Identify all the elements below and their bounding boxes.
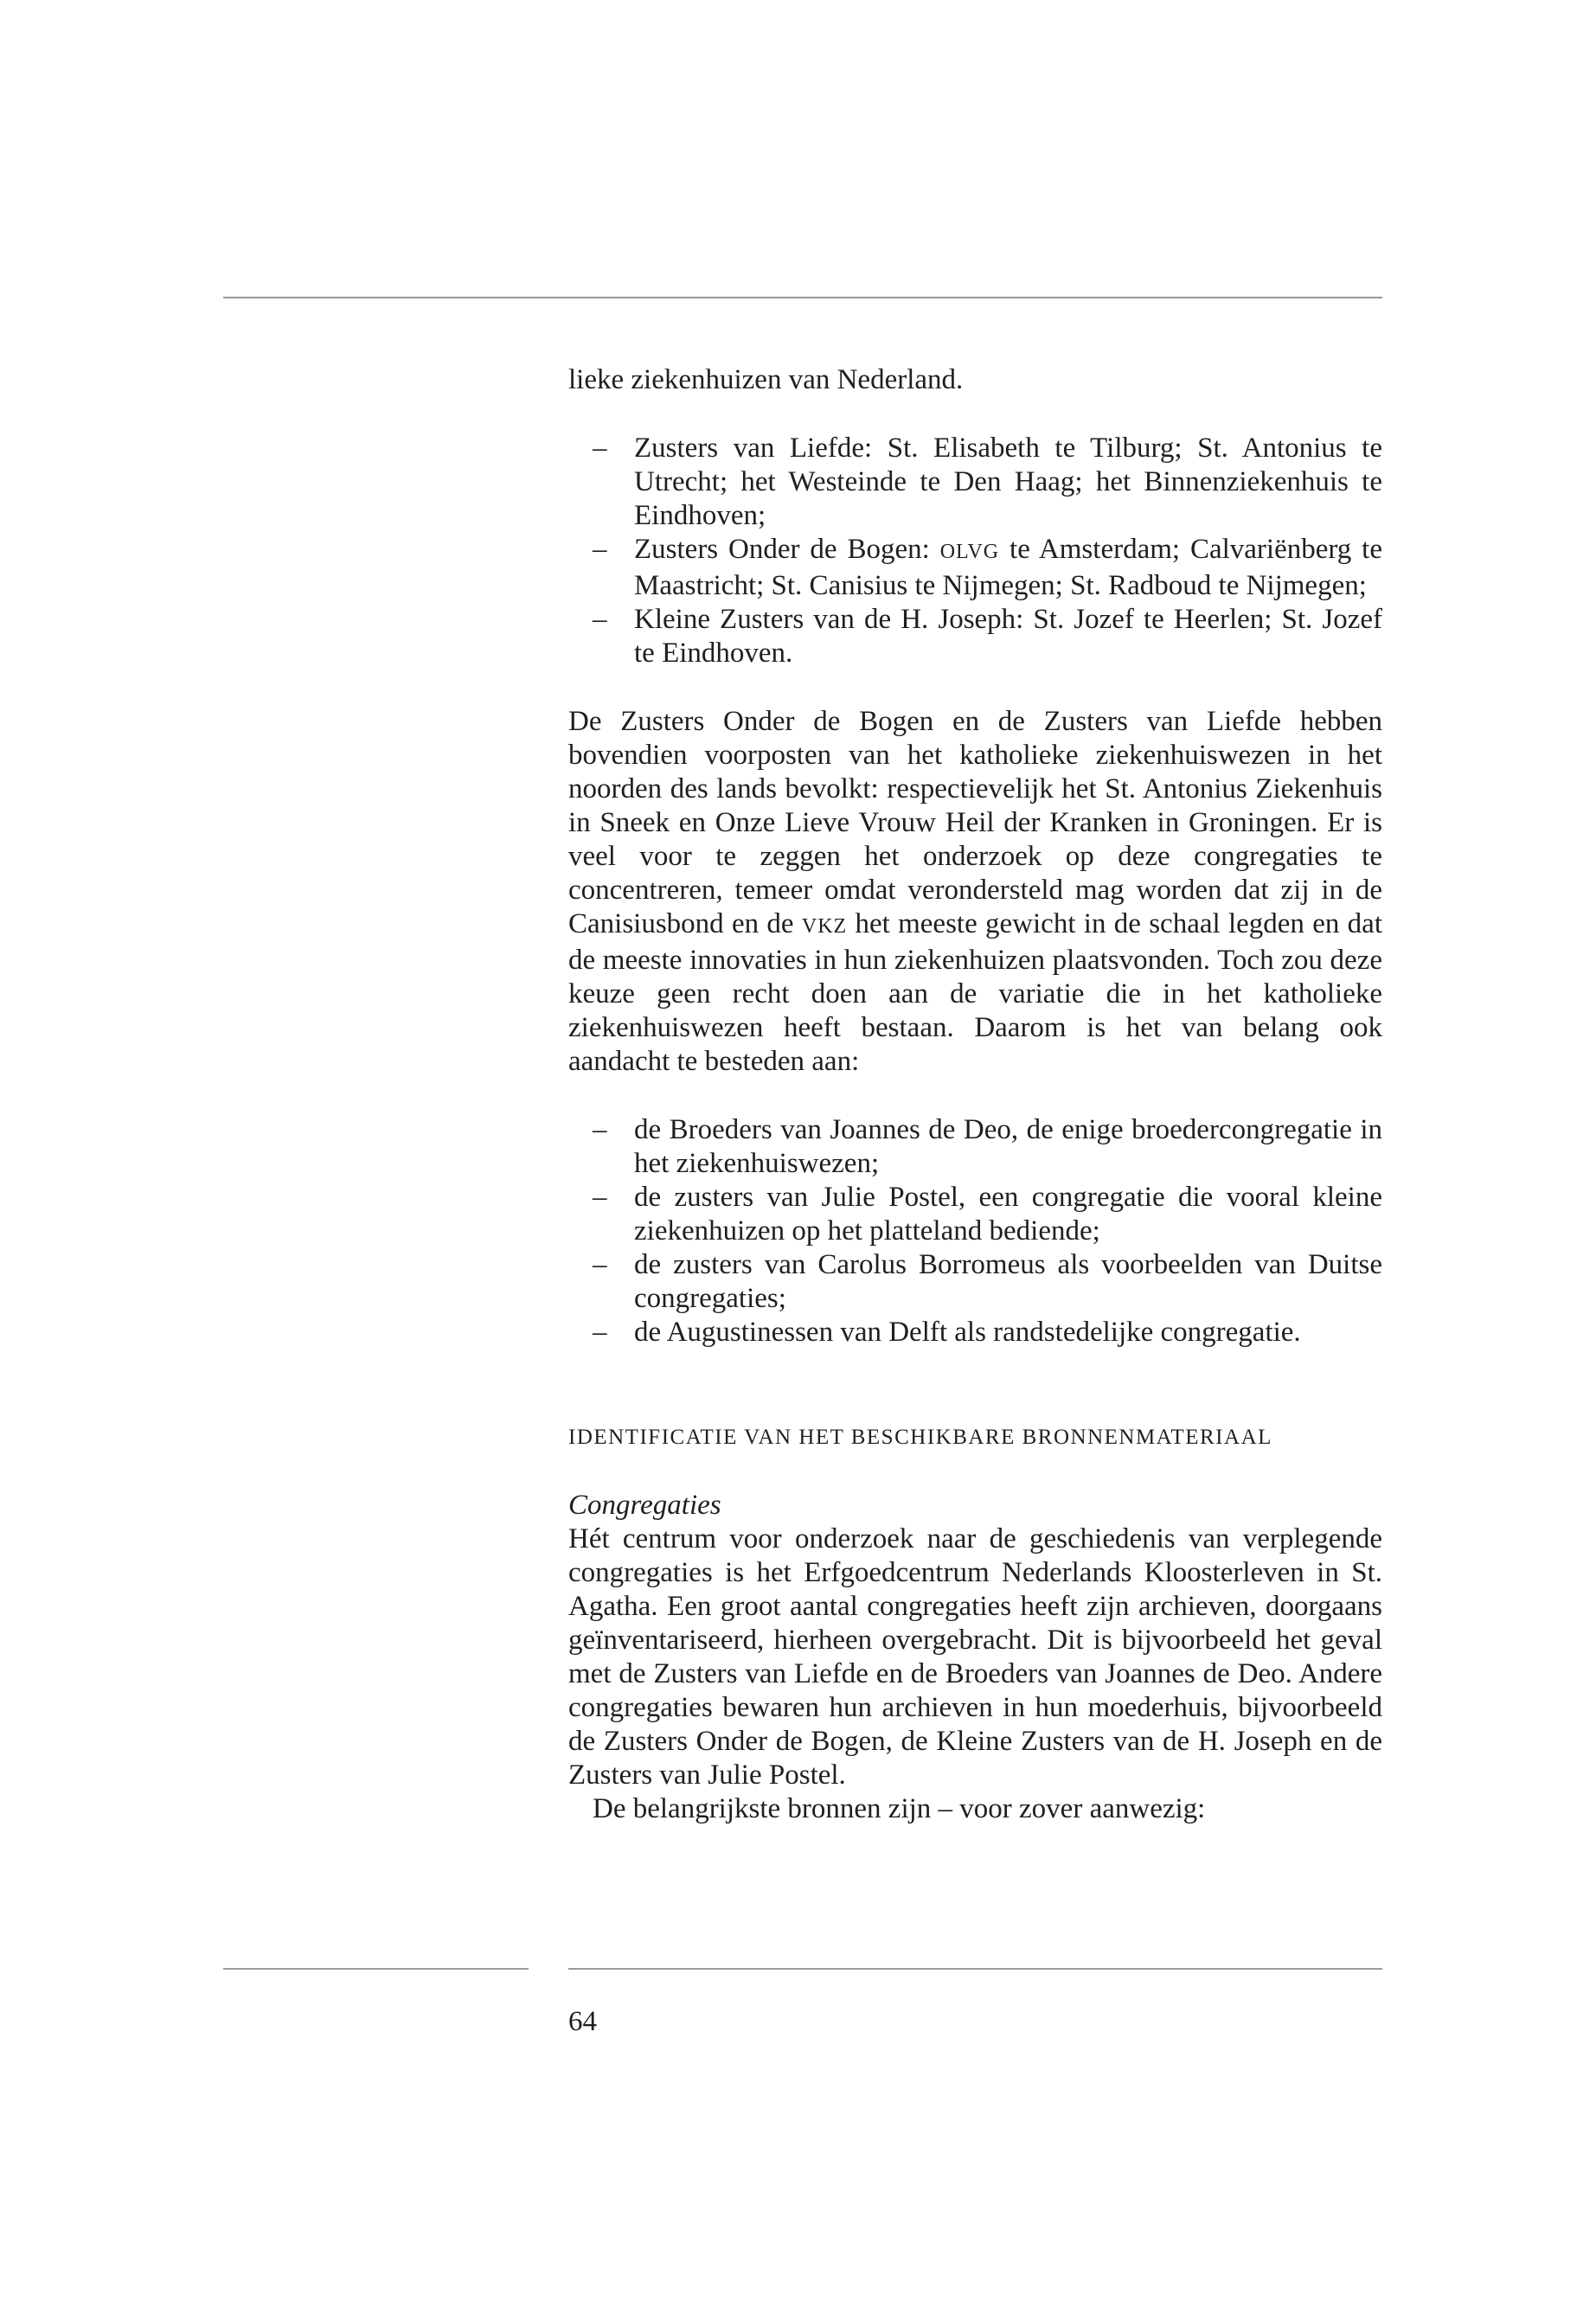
list-item-text: de zusters van Julie Postel, een congregatie die vooral kleine ziekenhuizen op het platteland bediende;	[634, 1182, 1382, 1247]
list-item-text: de zusters van Carolus Borromeus als voorbeelden van Duitse congregaties;	[634, 1249, 1382, 1314]
dash-bullet: –	[593, 1249, 607, 1280]
header-rule	[223, 297, 1382, 298]
list-item-text: Kleine Zusters van de H. Joseph: St. Jozef te Heerlen; St. Jozef te Eindhoven.	[634, 604, 1382, 669]
list-item	[568, 1113, 1382, 1181]
abbreviation-vkz: VKZ	[801, 915, 848, 938]
paragraph-voorposten	[568, 705, 1382, 1079]
list-item	[568, 603, 1382, 670]
dash-bullet: –	[593, 433, 607, 464]
dash-bullet: –	[593, 1114, 607, 1145]
list-item-text-post: te Amsterdam; Calvariënberg te Maastricht; St. Canisius te Nijmegen; St. Radboud te Nijmegen;	[634, 534, 1382, 601]
list-item-text-pre: Zusters Onder de Bogen:	[634, 534, 940, 565]
congregation-list	[568, 1113, 1382, 1349]
list-item	[568, 533, 1382, 603]
paragraph-text-post: het meeste gewicht in de schaal legden en dat de meeste innovaties in hun ziekenhuizen plaatsvonden. Toch zou deze keuze geen recht doen aan de variatie die in het katholieke ziekenhuiswezen heeft bestaan. Daarom is het van belang ook aandacht te besteden aan:	[568, 908, 1382, 1077]
section-heading: IDENTIFICATIE VAN HET BESCHIKBARE BRONNENMATERIAAL	[568, 1426, 1272, 1449]
dash-bullet: –	[593, 1182, 607, 1213]
paragraph-bronnen: De belangrijkste bronnen zijn – voor zover aanwezig:	[593, 1793, 1206, 1824]
list-item-text: de Broeders van Joannes de Deo, de enige broedercongregatie in het ziekenhuiswezen;	[634, 1114, 1382, 1179]
page-number: 64	[568, 2006, 597, 2037]
continuation-line: lieke ziekenhuizen van Nederland.	[568, 364, 964, 395]
footer-rule-right	[568, 1968, 1382, 1970]
text-column	[568, 363, 1382, 1826]
list-item	[568, 1181, 1382, 1248]
list-item	[568, 432, 1382, 533]
dash-bullet: –	[593, 604, 607, 635]
list-item-text: de Augustinessen van Delft als randstedelijke congregatie.	[634, 1317, 1301, 1348]
list-item-text: Zusters van Liefde: St. Elisabeth te Tilburg; St. Antonius te Utrecht; het Westeinde te Den Haag; het Binnenziekenhuis te Eindhoven;	[634, 433, 1382, 531]
footer-rule-left	[223, 1968, 529, 1970]
dash-bullet: –	[593, 1317, 607, 1348]
list-item	[568, 1248, 1382, 1316]
subheading-congregaties: Congregaties	[568, 1490, 721, 1521]
hospital-list	[568, 432, 1382, 670]
paragraph-text-pre: De Zusters Onder de Bogen en de Zusters van Liefde hebben bovendien voorposten van het katholieke ziekenhuiswezen in het noorden des lands bevolkt: respectievelijk het St. Antonius Ziekenhuis in Sneek en Onze Lieve Vrouw Heil der Kranken in Groningen. Er is veel voor te zeggen het onderzoek op deze congregaties te concentreren, temeer omdat verondersteld mag worden dat zij in de Canisiusbond en de	[568, 706, 1382, 939]
paragraph-erfgoedcentrum: Hét centrum voor onderzoek naar de geschiedenis van verplegende congregaties is het Erfgoedcentrum Nederlands Kloosterleven in St. Agatha. Een groot aantal congregaties heeft zijn archieven, doorgaans geïnventariseerd, hierheen overgebracht. Dit is bijvoorbeeld het geval met de Zusters van Liefde en de Broeders van Joannes de Deo. Andere congregaties bewaren hun archieven in hun moederhuis, bijvoorbeeld de Zusters Onder de Bogen, de Kleine Zusters van de H. Joseph en de Zusters van Julie Postel.	[568, 1523, 1382, 1791]
list-item	[568, 1316, 1382, 1349]
dash-bullet: –	[593, 534, 607, 565]
abbreviation-olvg: OLVG	[939, 541, 1000, 563]
